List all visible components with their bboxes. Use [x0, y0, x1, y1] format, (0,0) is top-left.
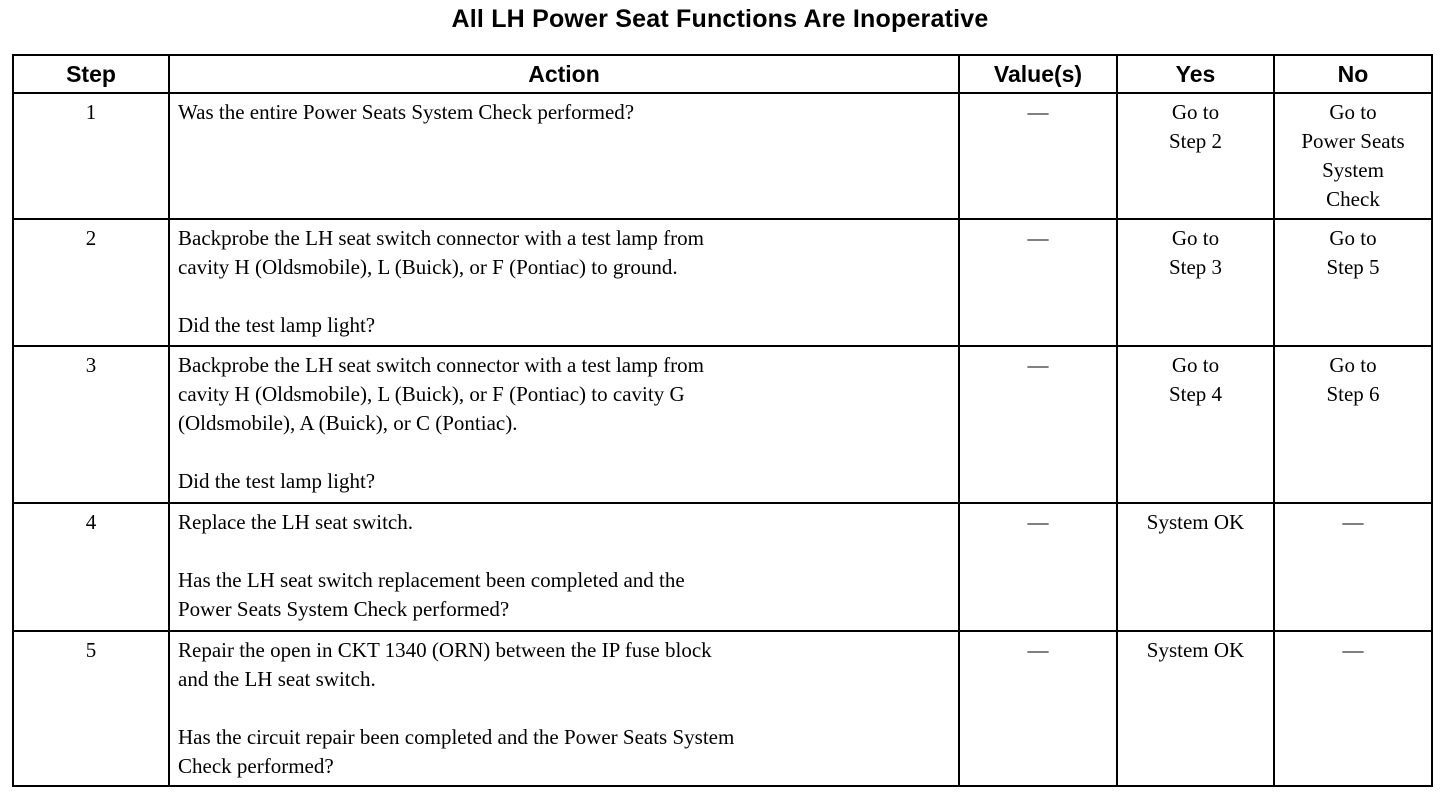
yes-cell: [1117, 93, 1274, 219]
step-number: 2: [13, 219, 169, 346]
action-question: Has the circuit repair been completed and the Power Seats System: [178, 725, 735, 749]
no-cell: [1274, 503, 1432, 631]
action-text: cavity H (Oldsmobile), L (Buick), or F (Pontiac) to ground.: [178, 255, 678, 279]
table-row: [13, 503, 1432, 631]
header-yes: Yes: [1117, 55, 1274, 93]
value-cell: —: [959, 631, 1117, 786]
no-text: Go to: [1329, 226, 1377, 250]
yes-cell: [1117, 219, 1274, 346]
value-cell: —: [959, 219, 1117, 346]
yes-text: Step 4: [1168, 382, 1223, 406]
step-number: 3: [13, 346, 169, 503]
value-cell: —: [959, 93, 1117, 219]
action-text: Backprobe the LH seat switch connector with a test lamp from: [178, 226, 705, 250]
action-cell: [169, 631, 959, 786]
no-text: Go to: [1329, 353, 1377, 377]
action-text: Backprobe the LH seat switch connector with a test lamp from: [178, 353, 705, 377]
no-cell: [1274, 631, 1432, 786]
no-text: Power Seats: [1301, 129, 1405, 153]
action-text: and the LH seat switch.: [178, 667, 376, 691]
action-cell: [169, 346, 959, 503]
yes-cell: [1117, 503, 1274, 631]
action-question: Did the test lamp light?: [178, 313, 376, 337]
no-text: System: [1322, 158, 1384, 182]
table-row: [13, 93, 1432, 219]
yes-text: Step 3: [1168, 255, 1223, 279]
no-text: —: [1342, 638, 1364, 662]
no-text: Go to: [1329, 100, 1377, 124]
action-question: Power Seats System Check performed?: [178, 597, 510, 621]
no-text: Check: [1326, 187, 1380, 211]
no-text: Step 6: [1326, 382, 1380, 406]
table-row: [13, 219, 1432, 346]
no-text: Step 5: [1326, 255, 1380, 279]
table-row: [13, 346, 1432, 503]
yes-text: Go to: [1171, 100, 1220, 124]
value-cell: —: [959, 503, 1117, 631]
action-question: Did the test lamp light?: [178, 469, 376, 493]
action-question: Check performed?: [178, 754, 334, 778]
no-cell: [1274, 219, 1432, 346]
step-number: 1: [13, 93, 169, 219]
no-cell: [1274, 93, 1432, 219]
no-cell: [1274, 346, 1432, 503]
action-cell: [169, 503, 959, 631]
action-text: Was the entire Power Seats System Check performed?: [178, 100, 635, 124]
action-text: Repair the open in CKT 1340 (ORN) between the IP fuse block: [178, 638, 712, 662]
action-text: Replace the LH seat switch.: [178, 510, 413, 534]
yes-cell: [1117, 631, 1274, 786]
header-no: No: [1274, 55, 1432, 93]
yes-text: System OK: [1146, 638, 1245, 662]
yes-text: Step 2: [1168, 129, 1223, 153]
action-cell: [169, 93, 959, 219]
header-step: Step: [13, 55, 169, 93]
no-text: —: [1342, 510, 1364, 534]
header-row: [13, 55, 1432, 93]
header-values: Value(s): [959, 55, 1117, 93]
action-cell: [169, 219, 959, 346]
action-question: Has the LH seat switch replacement been completed and the: [178, 568, 685, 592]
step-number: 5: [13, 631, 169, 786]
step-number: 4: [13, 503, 169, 631]
yes-text: Go to: [1171, 226, 1220, 250]
diagnostic-table: [12, 54, 1433, 787]
header-action: Action: [169, 55, 959, 93]
action-text: cavity H (Oldsmobile), L (Buick), or F (Pontiac) to cavity G: [178, 382, 685, 406]
yes-text: System OK: [1146, 510, 1245, 534]
value-cell: —: [959, 346, 1117, 503]
action-text: (Oldsmobile), A (Buick), or C (Pontiac).: [178, 411, 518, 435]
yes-cell: [1117, 346, 1274, 503]
page-title: All LH Power Seat Functions Are Inoperative: [451, 5, 989, 33]
yes-text: Go to: [1171, 353, 1220, 377]
table-row: [13, 631, 1432, 786]
